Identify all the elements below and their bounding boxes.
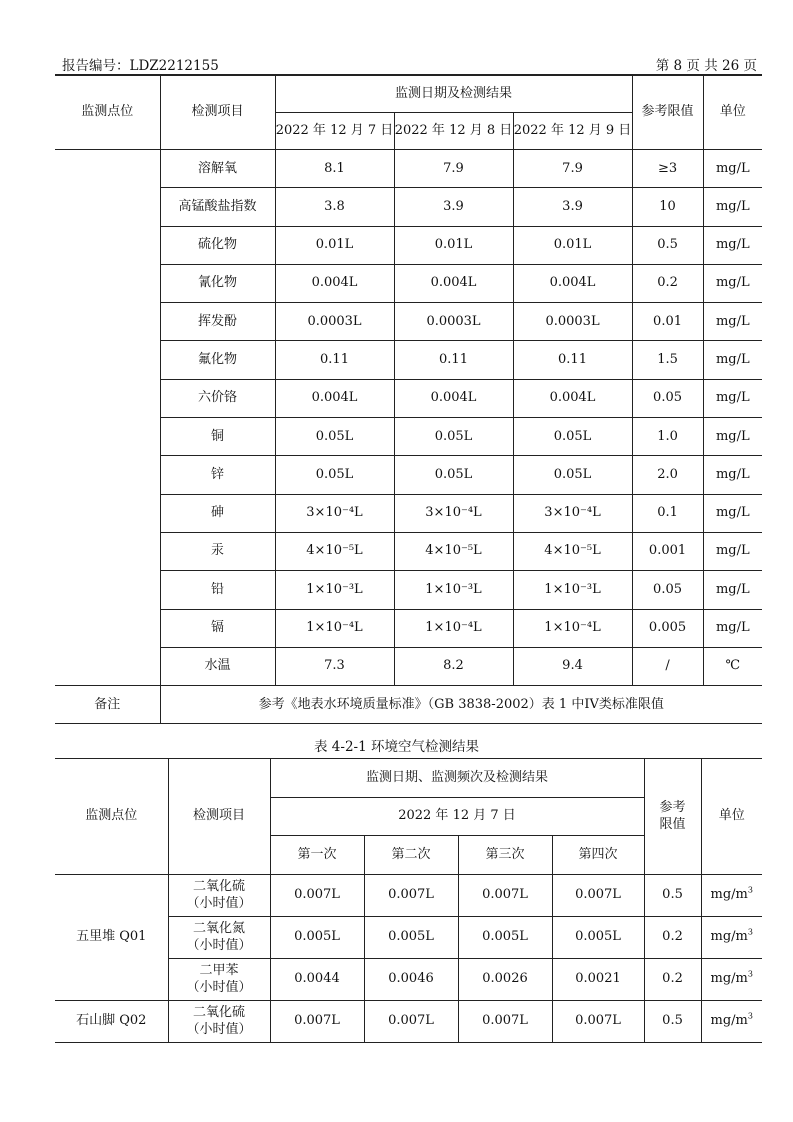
item-name: 二氧化硫 xyxy=(192,1005,245,1021)
value-cell: 9.4 xyxy=(513,647,632,685)
item-period: （小时值） xyxy=(186,895,252,911)
unit-cell: mg/L xyxy=(703,226,762,264)
value-cell: 0.0021 xyxy=(552,959,644,1001)
value-cell: 0.007L xyxy=(364,875,458,917)
limit-cell: 0.2 xyxy=(644,959,701,1001)
value-cell: 3×10⁻⁴L xyxy=(394,494,513,532)
remark-label: 备注 xyxy=(55,686,160,724)
remark-text: 参考《地表水环境质量标准》（GB 3838-2002）表 1 中IV类标准限值 xyxy=(160,686,762,724)
value-cell: 0.01L xyxy=(513,226,632,264)
value-cell: 0.005L xyxy=(458,917,552,959)
item-cell xyxy=(168,1001,270,1043)
header-site: 监测点位 xyxy=(55,759,168,875)
header-item: 检测项目 xyxy=(168,759,270,875)
value-cell: 1×10⁻³L xyxy=(513,571,632,609)
table-row xyxy=(55,188,762,226)
value-cell: 0.004L xyxy=(513,379,632,417)
limit-cell: 0.5 xyxy=(644,875,701,917)
unit-cell xyxy=(701,917,762,959)
remark-row xyxy=(55,686,762,724)
item-cell xyxy=(168,959,270,1001)
value-cell: 1×10⁻⁴L xyxy=(275,609,394,647)
header-limit-line-1: 参考 xyxy=(659,800,686,816)
value-cell: 3×10⁻⁴L xyxy=(275,494,394,532)
header-unit: 单位 xyxy=(703,76,762,150)
value-cell: 0.005L xyxy=(364,917,458,959)
limit-cell: 0.05 xyxy=(632,571,703,609)
item-cell: 锌 xyxy=(160,456,275,494)
value-cell: 8.1 xyxy=(275,150,394,188)
header-time-1: 第一次 xyxy=(270,836,364,875)
unit-base: mg/m xyxy=(710,887,748,903)
table-row xyxy=(55,647,762,685)
unit-cell: mg/L xyxy=(703,188,762,226)
table-row xyxy=(55,609,762,647)
unit-base: mg/m xyxy=(710,929,748,945)
unit-base: mg/m xyxy=(710,971,748,987)
value-cell: 1×10⁻³L xyxy=(275,571,394,609)
table-row xyxy=(55,494,762,532)
item-cell: 水温 xyxy=(160,647,275,685)
unit-cell: mg/L xyxy=(703,609,762,647)
unit-cell: mg/L xyxy=(703,303,762,341)
table-row xyxy=(55,379,762,417)
header-dates-group: 监测日期及检测结果 xyxy=(275,76,632,113)
header-date: 2022 年 12 月 7 日 xyxy=(270,798,644,836)
header-date-3: 2022 年 12 月 9 日 xyxy=(513,113,632,150)
value-cell: 0.007L xyxy=(458,875,552,917)
limit-cell: 0.2 xyxy=(632,264,703,302)
value-cell: 4×10⁻⁵L xyxy=(275,532,394,570)
item-cell: 溶解氧 xyxy=(160,150,275,188)
item-cell: 氰化物 xyxy=(160,264,275,302)
unit-cell: mg/L xyxy=(703,571,762,609)
value-cell: 3×10⁻⁴L xyxy=(513,494,632,532)
header-item: 检测项目 xyxy=(160,76,275,150)
value-cell: 4×10⁻⁵L xyxy=(394,532,513,570)
value-cell: 0.0003L xyxy=(394,303,513,341)
item-name: 二甲苯 xyxy=(199,963,239,979)
value-cell: 0.0003L xyxy=(275,303,394,341)
item-cell xyxy=(168,875,270,917)
value-cell: 0.05L xyxy=(275,456,394,494)
value-cell: 0.004L xyxy=(275,379,394,417)
value-cell: 0.005L xyxy=(270,917,364,959)
unit-cell: mg/L xyxy=(703,494,762,532)
value-cell: 1×10⁻⁴L xyxy=(513,609,632,647)
value-cell: 0.0044 xyxy=(270,959,364,1001)
unit-cell xyxy=(701,959,762,1001)
value-cell: 0.05L xyxy=(513,418,632,456)
header-limit-line-2: 限值 xyxy=(659,816,686,832)
unit-cell: mg/L xyxy=(703,532,762,570)
table-caption: 表 4-2-1 环境空气检测结果 xyxy=(314,739,479,755)
page-indicator: 第 8 页 共 26 页 xyxy=(655,58,757,74)
value-cell: 0.004L xyxy=(513,264,632,302)
value-cell: 0.05L xyxy=(513,456,632,494)
value-cell: 1×10⁻⁴L xyxy=(394,609,513,647)
value-cell: 0.004L xyxy=(394,264,513,302)
table-row xyxy=(55,532,762,570)
header-unit: 单位 xyxy=(701,759,762,875)
value-cell: 0.05L xyxy=(394,418,513,456)
site-cell: 石山脚 Q02 xyxy=(55,1001,168,1043)
table-row xyxy=(55,341,762,379)
table-row xyxy=(55,226,762,264)
limit-cell: 1.0 xyxy=(632,418,703,456)
value-cell: 0.007L xyxy=(552,1001,644,1043)
value-cell: 0.11 xyxy=(513,341,632,379)
table-row xyxy=(55,456,762,494)
site-cell: 五里堆 Q01 xyxy=(55,875,168,1001)
unit-exponent: 3 xyxy=(747,886,753,896)
item-cell: 高锰酸盐指数 xyxy=(160,188,275,226)
limit-cell: 2.0 xyxy=(632,456,703,494)
value-cell: 0.007L xyxy=(270,1001,364,1043)
value-cell: 3.9 xyxy=(394,188,513,226)
unit-cell: mg/L xyxy=(703,264,762,302)
water-quality-table xyxy=(55,75,762,724)
unit-cell: ℃ xyxy=(703,647,762,685)
value-cell: 0.004L xyxy=(275,264,394,302)
value-cell: 3.8 xyxy=(275,188,394,226)
table-row xyxy=(55,264,762,302)
header-group: 监测日期、监测频次及检测结果 xyxy=(270,759,644,798)
unit-cell xyxy=(701,875,762,917)
limit-cell: 1.5 xyxy=(632,341,703,379)
unit-cell: mg/L xyxy=(703,341,762,379)
air-quality-table xyxy=(55,758,762,1043)
header-time-4: 第四次 xyxy=(552,836,644,875)
value-cell: 0.007L xyxy=(458,1001,552,1043)
limit-cell: / xyxy=(632,647,703,685)
value-cell: 0.11 xyxy=(275,341,394,379)
unit-exponent: 3 xyxy=(747,970,753,980)
limit-cell: 0.1 xyxy=(632,494,703,532)
table-row xyxy=(55,150,762,188)
limit-cell: 0.001 xyxy=(632,532,703,570)
item-period: （小时值） xyxy=(186,979,252,995)
value-cell: 1×10⁻³L xyxy=(394,571,513,609)
item-cell: 铜 xyxy=(160,418,275,456)
value-cell: 0.01L xyxy=(275,226,394,264)
limit-cell: 0.5 xyxy=(632,226,703,264)
site-cell xyxy=(55,150,160,686)
value-cell: 0.0046 xyxy=(364,959,458,1001)
value-cell: 4×10⁻⁵L xyxy=(513,532,632,570)
header-time-2: 第二次 xyxy=(364,836,458,875)
value-cell: 0.05L xyxy=(275,418,394,456)
unit-exponent: 3 xyxy=(747,928,753,938)
item-period: （小时值） xyxy=(186,1021,252,1037)
value-cell: 7.9 xyxy=(513,150,632,188)
table-row xyxy=(55,418,762,456)
header-date-2: 2022 年 12 月 8 日 xyxy=(394,113,513,150)
limit-cell: ≥3 xyxy=(632,150,703,188)
table-row xyxy=(55,875,762,917)
item-cell xyxy=(168,917,270,959)
header-time-3: 第三次 xyxy=(458,836,552,875)
limit-cell: 0.5 xyxy=(644,1001,701,1043)
value-cell: 0.007L xyxy=(552,875,644,917)
item-cell: 汞 xyxy=(160,532,275,570)
limit-cell: 0.01 xyxy=(632,303,703,341)
item-cell: 镉 xyxy=(160,609,275,647)
value-cell: 0.05L xyxy=(394,456,513,494)
value-cell: 0.0026 xyxy=(458,959,552,1001)
value-cell: 7.3 xyxy=(275,647,394,685)
value-cell: 3.9 xyxy=(513,188,632,226)
unit-cell: mg/L xyxy=(703,456,762,494)
unit-cell: mg/L xyxy=(703,418,762,456)
value-cell: 0.0003L xyxy=(513,303,632,341)
limit-cell: 0.2 xyxy=(644,917,701,959)
unit-cell: mg/L xyxy=(703,150,762,188)
limit-cell: 10 xyxy=(632,188,703,226)
value-cell: 0.007L xyxy=(270,875,364,917)
item-cell: 氟化物 xyxy=(160,341,275,379)
item-cell: 硫化物 xyxy=(160,226,275,264)
table-row xyxy=(55,571,762,609)
unit-base: mg/m xyxy=(710,1013,748,1029)
item-name: 二氧化硫 xyxy=(192,879,245,895)
report-number: 报告编号：LDZ2212155 xyxy=(62,58,219,74)
item-cell: 挥发酚 xyxy=(160,303,275,341)
unit-cell: mg/L xyxy=(703,379,762,417)
item-cell: 六价铬 xyxy=(160,379,275,417)
header-site: 监测点位 xyxy=(55,76,160,150)
item-name: 二氧化氮 xyxy=(192,921,245,937)
value-cell: 7.9 xyxy=(394,150,513,188)
header-date-1: 2022 年 12 月 7 日 xyxy=(275,113,394,150)
item-period: （小时值） xyxy=(186,937,252,953)
value-cell: 0.11 xyxy=(394,341,513,379)
value-cell: 0.007L xyxy=(364,1001,458,1043)
limit-cell: 0.05 xyxy=(632,379,703,417)
value-cell: 0.004L xyxy=(394,379,513,417)
item-cell: 砷 xyxy=(160,494,275,532)
table-row xyxy=(55,303,762,341)
header-limit xyxy=(644,759,701,875)
unit-exponent: 3 xyxy=(747,1012,753,1022)
value-cell: 0.01L xyxy=(394,226,513,264)
item-cell: 铅 xyxy=(160,571,275,609)
table-row xyxy=(55,1001,762,1043)
unit-cell xyxy=(701,1001,762,1043)
value-cell: 0.005L xyxy=(552,917,644,959)
value-cell: 8.2 xyxy=(394,647,513,685)
header-limit: 参考限值 xyxy=(632,76,703,150)
limit-cell: 0.005 xyxy=(632,609,703,647)
